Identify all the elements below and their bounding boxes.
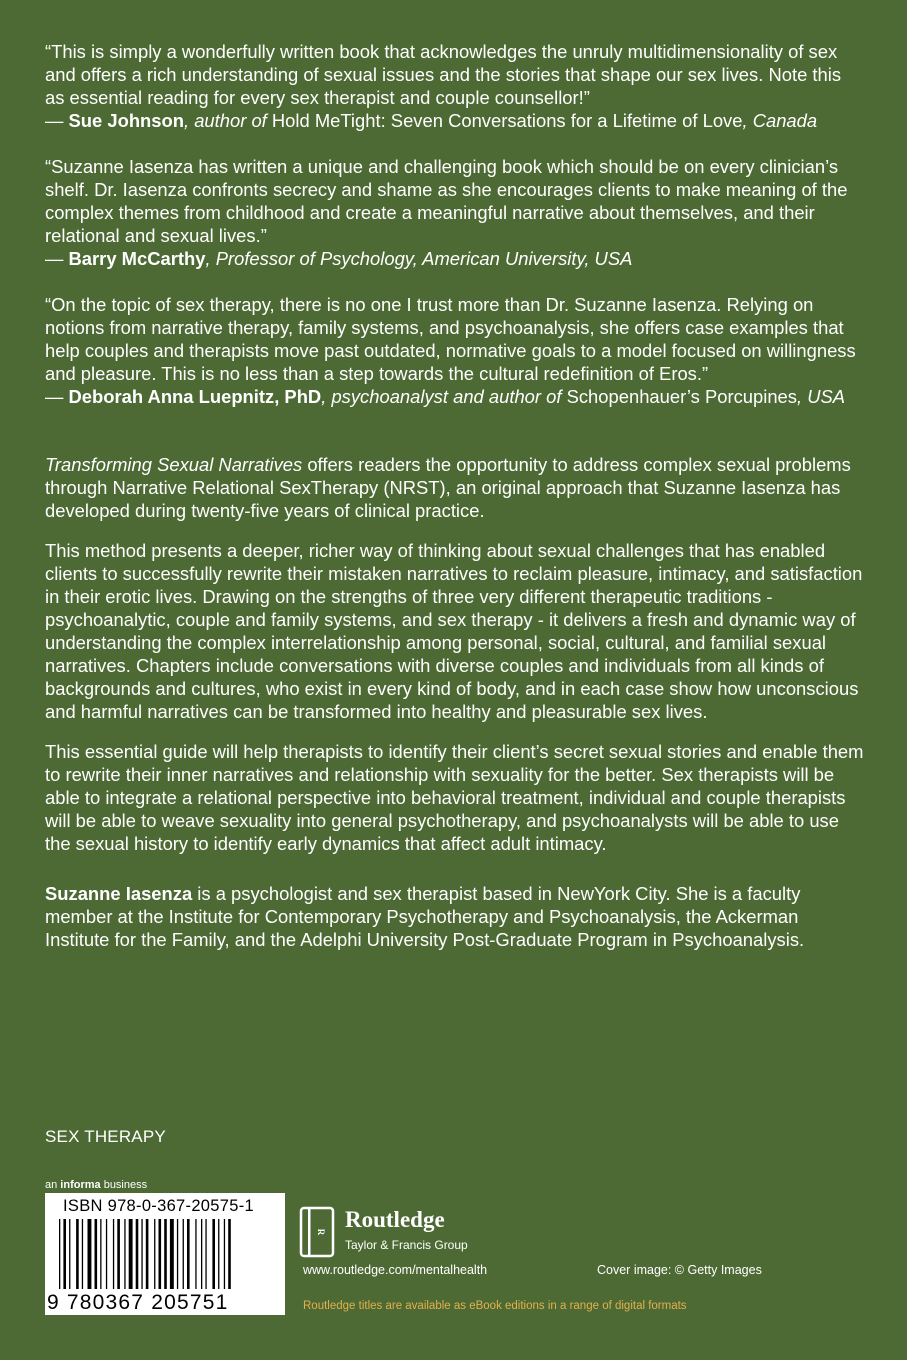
endorser-name: Barry McCarthy bbox=[68, 248, 206, 269]
barcode-bar bbox=[124, 1219, 125, 1289]
barcode-bar bbox=[63, 1219, 66, 1289]
endorsement-1: “This is simply a wonderfully written book that acknowledges the unruly multidimensionality of sex and offers a rich understanding of sexual issues and the stories that shape our sex lives. Note this as essential reading for every sex therapist and couple counsellor!” — Sue Johnson, author of Hold MeTight: Seven Conversations for a Lifetime of Love, Canada bbox=[45, 41, 842, 131]
blurb-intro: Transforming Sexual Narratives offers readers the opportunity to address complex sexual problems through Narrative Relational SexTherapy (NRST), an original approach that Suzanne Iasenza has developed during twenty-five years of clinical practice. bbox=[45, 454, 851, 521]
barcode-bar bbox=[170, 1219, 174, 1289]
isbn-label: ISBN 978-0-367-20575-1 bbox=[63, 1197, 254, 1215]
barcode-bar bbox=[205, 1219, 206, 1289]
barcode-bar bbox=[106, 1219, 107, 1289]
svg-text:R: R bbox=[316, 1228, 326, 1236]
endorsement-quote: “This is simply a wonderfully written book that acknowledges the unruly multidimensionality of sex and offers a rich understanding of sexual issues and the stories that shape our sex lives. Note this as essential reading for every sex therapist and couple counsellor!” bbox=[45, 41, 842, 108]
ebook-note: Routledge titles are available as eBook editions in a range of digital formats bbox=[303, 1300, 687, 1312]
barcode-bar bbox=[146, 1219, 149, 1289]
endorsement-quote: “On the topic of sex therapy, there is no one I trust more than Dr. Suzanne Iasenza. Relying on notions from narrative therapy, family systems, and psychoanalysis, she offers case examples that help couples and therapists move past outdated, normative goals to a model focused on willingness and pleasure. This is no less than a step towards the cultural redefinition of Eros.” bbox=[45, 294, 856, 384]
barcode-bar bbox=[195, 1219, 196, 1289]
publisher-website[interactable]: www.routledge.com/mentalhealth bbox=[303, 1263, 488, 1277]
barcode-bar bbox=[212, 1219, 215, 1289]
barcode-bar bbox=[177, 1219, 178, 1289]
barcode-bar bbox=[228, 1219, 231, 1289]
blurb-paragraph-3: This essential guide will help therapists to identify their client’s secret sexual stories and enable them to rewrite their inner narratives and relationship with sexuality for the better. Sex therapists will be able to integrate a relational perspective into behavioral treatment, individual and couple therapists will be able to weave sexuality into general psychotherapy, and psychoanalysts will be able to use the sexual history to identify early dynamics that affect adult intimacy. bbox=[45, 741, 864, 854]
back-cover-text bbox=[45, 40, 865, 951]
barcode-digits: 9 780367 205751 bbox=[47, 1291, 229, 1314]
barcode-bar bbox=[82, 1219, 83, 1289]
book-title: Schopenhauer’s Porcupines bbox=[566, 386, 797, 407]
barcode-bar bbox=[164, 1219, 167, 1289]
barcode-bar bbox=[224, 1219, 225, 1289]
barcode-bar bbox=[183, 1219, 184, 1289]
barcode-bar bbox=[159, 1219, 162, 1289]
barcode-bar bbox=[129, 1219, 133, 1289]
publisher-group: Taylor & Francis Group bbox=[345, 1238, 468, 1252]
subject-category: SEX THERAPY bbox=[45, 1127, 166, 1146]
publisher-name: Routledge bbox=[345, 1207, 445, 1232]
blurb-paragraph-2: This method presents a deeper, richer way of thinking about sexual challenges that has enabled clients to successfully rewrite their mistaken narratives to reclaim pleasure, intimacy, and satisfaction in their erotic lives. Drawing on the strengths of three very different therapeutic traditions - psychoanalytic, couple and family systems, and sex therapy - it delivers a fresh and dynamic way of understanding the complex interrelationship among personal, social, cultural, and familial sexual narratives. Chapters include conversations with diverse couples and individuals from all kinds of backgrounds and cultures, who exist in every kind of body, and in each case show how unconscious and harmful narratives can be transformed into healthy and pleasurable sex lives. bbox=[45, 540, 863, 722]
endorsement-3: “On the topic of sex therapy, there is no one I trust more than Dr. Suzanne Iasenza. Relying on notions from narrative therapy, family systems, and psychoanalysis, she offers case examples that help couples and therapists move past outdated, normative goals to a model focused on willingness and pleasure. This is no less than a step towards the cultural redefinition of Eros.” — Deborah Anna Luepnitz, PhD, psychoanalyst and author of Schopenhauer’s Porcupines, USA bbox=[45, 294, 856, 407]
barcode-bar bbox=[136, 1219, 139, 1289]
barcode-bar bbox=[201, 1219, 202, 1289]
barcode-bar bbox=[113, 1219, 114, 1289]
endorser-name: Deborah Anna Luepnitz, PhD bbox=[68, 386, 322, 407]
endorsement-quote: “Suzanne Iasenza has written a unique and challenging book which should be on every clinician’s shelf. Dr. Iasenza confronts secrecy and shame as she encourages clients to make meaning of the complex themes from childhood and create a meaningful narrative about themselves, and their relational and sexual lives.” bbox=[45, 156, 848, 246]
endorsement-2: “Suzanne Iasenza has written a unique and challenging book which should be on every clinician’s shelf. Dr. Iasenza confronts secrecy and shame as she encourages clients to make meaning of the complex themes from childhood and create a meaningful narrative about themselves, and their relational and sexual lives.” — Barry McCarthy, Professor of Psychology, American University, USA bbox=[45, 156, 848, 269]
barcode-bar bbox=[117, 1219, 120, 1289]
barcode-bar bbox=[218, 1219, 219, 1289]
barcode-bar bbox=[100, 1219, 101, 1289]
routledge-logo-icon bbox=[299, 1206, 335, 1258]
barcode-bar bbox=[59, 1219, 60, 1289]
barcode-bar bbox=[69, 1219, 70, 1289]
barcode-icon bbox=[53, 1219, 279, 1291]
barcode-bar bbox=[95, 1219, 98, 1289]
author-name: Suzanne Iasenza bbox=[45, 883, 193, 904]
barcode-bar bbox=[187, 1219, 190, 1289]
barcode-box bbox=[45, 1193, 285, 1315]
endorser-name: Sue Johnson bbox=[68, 110, 184, 131]
author-bio: Suzanne Iasenza is a psychologist and sex therapist based in NewYork City. She is a faculty member at the Institute for Contemporary Psychotherapy and Psychoanalysis, the Ackerman Institute for the Family, and the Adelphi University Post-Graduate Program in Psychoanalysis. bbox=[45, 883, 805, 950]
barcode-bar bbox=[154, 1219, 155, 1289]
cover-credit: Cover image: © Getty Images bbox=[597, 1263, 762, 1277]
barcode-bar bbox=[141, 1219, 142, 1289]
barcode-bar bbox=[88, 1219, 92, 1289]
informa-tag: an informa business bbox=[45, 1179, 148, 1191]
book-title: Hold MeTight: Seven Conversations for a Lifetime of Love bbox=[271, 110, 743, 131]
title: Transforming Sexual Narratives bbox=[45, 454, 303, 475]
barcode-bar bbox=[76, 1219, 79, 1289]
